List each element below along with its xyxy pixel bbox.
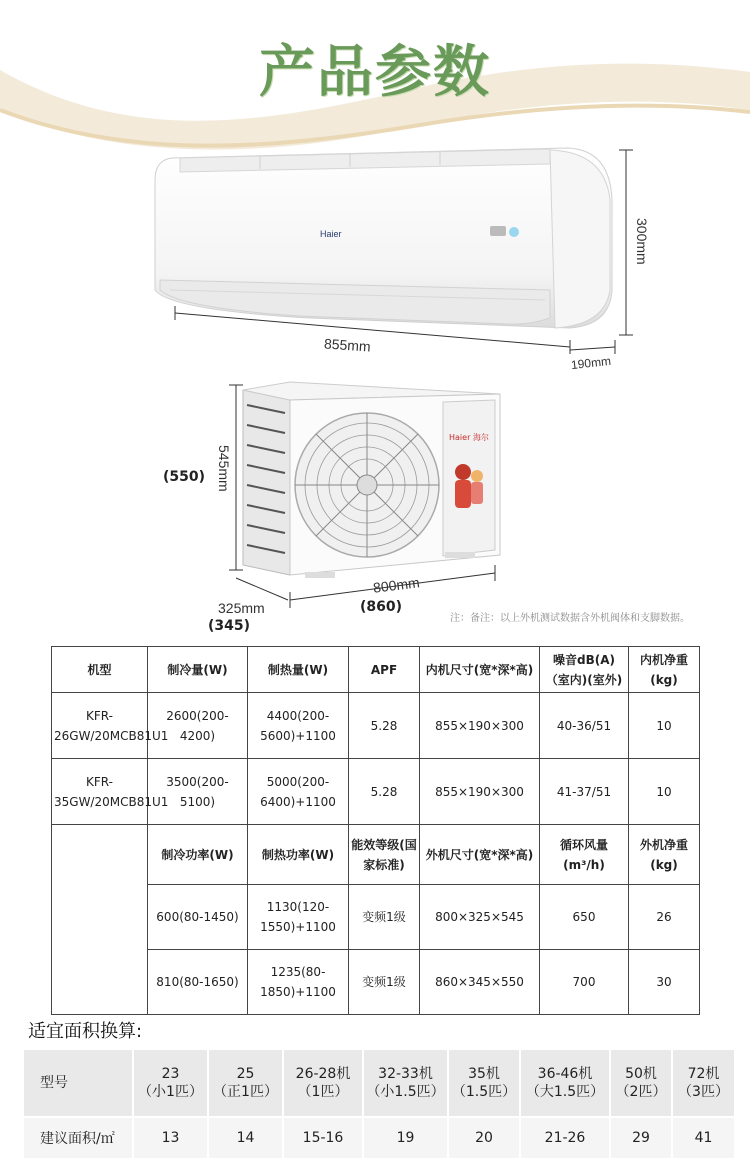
horsepower: （小1.5匹） [366,1084,445,1100]
area-table [22,1048,736,1160]
airflow-value: 700 [540,950,629,1015]
area-model-cell [448,1049,520,1117]
area-value: 19 [363,1117,448,1159]
area-value: 14 [208,1117,283,1159]
outdoor-height-label: 545mm [216,445,232,492]
header-cell: 制热功率(W) [248,825,349,885]
outdoor-height-alt-label: (550) [163,469,206,485]
area-model-cell [672,1049,735,1117]
model-number: 72机 [687,1066,720,1082]
indoor-weight: 10 [629,759,700,825]
outdoor-size: 860×345×550 [420,950,540,1015]
noise-value: 40-36/51 [540,693,629,759]
horsepower: （大1.5匹） [525,1084,605,1100]
apf-value: 5.28 [349,759,420,825]
area-value: 21-26 [520,1117,610,1159]
header-cell: 机型 [52,647,148,693]
spec-table [51,646,700,1015]
area-model-cell [208,1049,283,1117]
noise-value: 41-37/51 [540,759,629,825]
heating-capacity: 5000(200-6400)+1100 [248,759,349,825]
indoor-size: 855×190×300 [420,759,540,825]
indoor-size: 855×190×300 [420,693,540,759]
model-number: 35机 [468,1066,500,1082]
spec-header-row [52,647,700,693]
indoor-height-label: 300mm [634,218,650,265]
area-model-cell [283,1049,363,1117]
cooling-power: 810(80-1650) [148,950,248,1015]
horsepower: （正1匹） [213,1084,278,1100]
area-model-cell [363,1049,448,1117]
outdoor-width-alt-label: (860) [360,599,403,615]
heating-power: 1130(120-1550)+1100 [248,885,349,950]
outdoor-header-row [52,825,700,885]
model-number: 36-46机 [537,1066,593,1082]
header-cell: 制热量(W) [248,647,349,693]
header-cell: 外机尺寸(宽*深*高) [420,825,540,885]
horsepower: （小1匹） [138,1084,203,1100]
area-model-cell [520,1049,610,1117]
table-row [52,950,700,1015]
area-value: 13 [133,1117,208,1159]
efficiency-grade: 变频1级 [349,885,420,950]
horsepower: （3匹） [678,1084,729,1100]
header-cell: APF [349,647,420,693]
area-value: 41 [672,1117,735,1159]
cooling-power: 600(80-1450) [148,885,248,950]
header-cell: 循环风量(m³/h) [540,825,629,885]
area-value-row [23,1117,735,1159]
outdoor-depth-alt-label: (345) [208,618,251,634]
model-number: 26-28机 [295,1066,351,1082]
indoor-weight: 10 [629,693,700,759]
model-number: 50机 [625,1066,657,1082]
area-model-cell [610,1049,672,1117]
indoor-depth-label: 190mm [570,353,612,373]
header-cell: 内机尺寸(宽*深*高) [420,647,540,693]
area-value: 15-16 [283,1117,363,1159]
heating-capacity: 4400(200-5600)+1100 [248,693,349,759]
indoor-width-label: 855mm [323,335,372,355]
model-number: 25 [236,1066,255,1082]
area-row-label: 建议面积/㎡ [23,1117,133,1159]
table-row [52,759,700,825]
header-cell: 制冷量(W) [148,647,248,693]
airflow-value: 650 [540,885,629,950]
page-title: 产品参数 [259,40,491,105]
model-row-label: 型号 [23,1049,133,1117]
cooling-capacity: 2600(200-4200) [148,693,248,759]
horsepower: （1匹） [297,1084,349,1100]
header-cell: 内机净重(kg) [629,647,700,693]
header-cell: 噪音dB(A)（室内)(室外) [540,647,629,693]
efficiency-grade: 变频1级 [349,950,420,1015]
outdoor-brand-logo: Haier 海尔 [449,433,489,442]
model-number: 32-33机 [378,1066,433,1082]
model-number: 23 [161,1066,180,1082]
outdoor-size: 800×325×545 [420,885,540,950]
footnote: 注：备注：以上外机测试数据含外机阀体和支脚数据。 [450,613,690,624]
area-model-cell [133,1049,208,1117]
area-value: 20 [448,1117,520,1159]
model-name: KFR-26GW/20MCB81U1 [52,693,148,759]
heating-power: 1235(80-1850)+1100 [248,950,349,1015]
outdoor-weight: 30 [629,950,700,1015]
empty-merged-cell [52,825,148,1015]
header-cell: 能效等级(国家标准) [349,825,420,885]
model-name: KFR-35GW/20MCB81U1 [52,759,148,825]
cooling-capacity: 3500(200-5100) [148,759,248,825]
outdoor-depth-label: 325mm [218,600,265,616]
apf-value: 5.28 [349,693,420,759]
indoor-brand-logo: Haier [320,229,342,239]
table-row [52,885,700,950]
outdoor-dimension-lines [0,360,750,640]
horsepower: （2匹） [615,1084,667,1100]
area-header-row [23,1049,735,1117]
indoor-dimension-lines [0,0,750,380]
header-cell: 制冷功率(W) [148,825,248,885]
horsepower: （1.5匹） [451,1084,517,1100]
area-section-title: 适宜面积换算: [28,1021,143,1042]
header-cell: 外机净重(kg) [629,825,700,885]
outdoor-width-label: 800mm [372,574,421,596]
area-value: 29 [610,1117,672,1159]
table-row [52,693,700,759]
outdoor-weight: 26 [629,885,700,950]
